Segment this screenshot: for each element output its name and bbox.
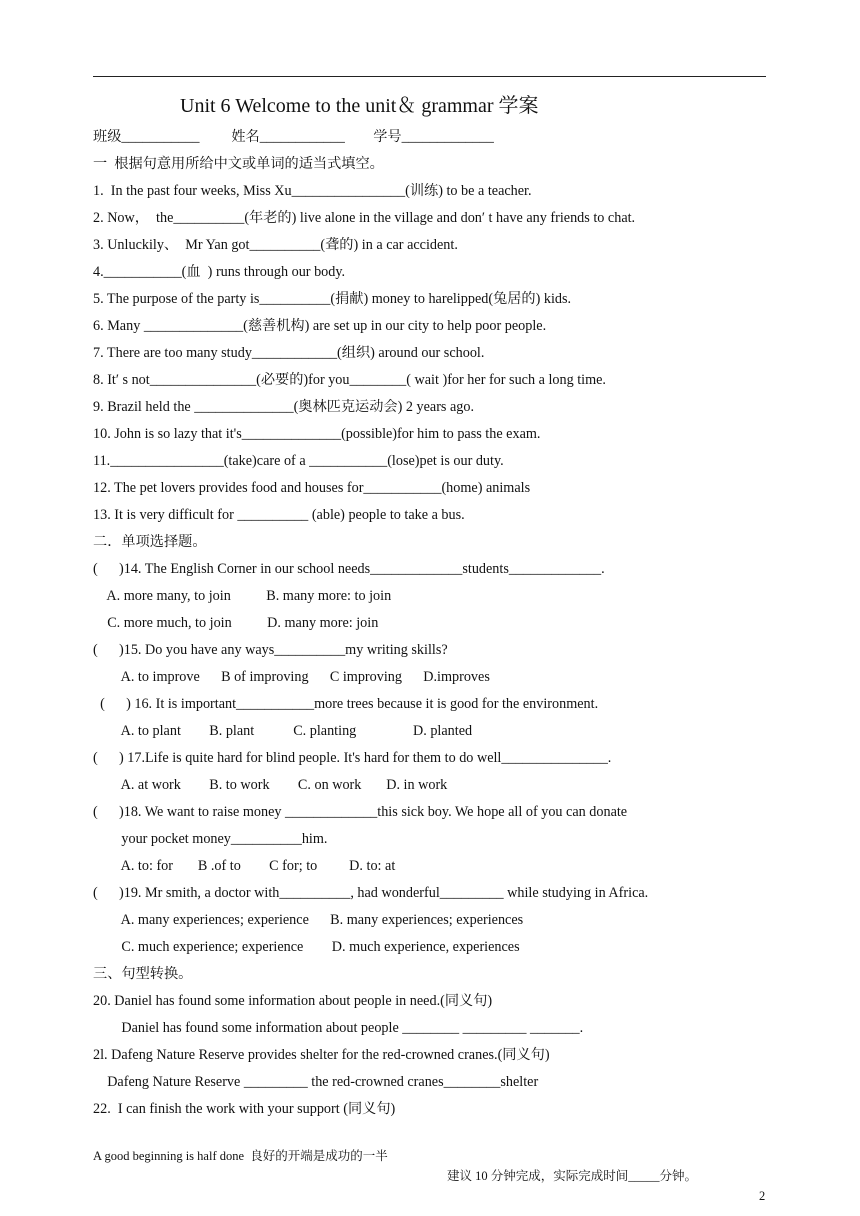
worksheet-line: 1. In the past four weeks, Miss Xu________________(训练) to be a teacher.: [93, 183, 532, 199]
worksheet-line: ( )18. We want to raise money _____________this sick boy. We hope all of you can donate: [93, 804, 628, 820]
worksheet-line: ( ) 17.Life is quite hard for blind people. It's hard for them to do well_______________.: [93, 750, 612, 766]
worksheet-line: ( )19. Mr smith, a doctor with__________, had wonderful_________ while studying in Africa.: [93, 885, 649, 901]
worksheet-line: A. many experiences; experience B. many experiences; experiences: [93, 912, 524, 928]
worksheet-line: 12. The pet lovers provides food and houses for___________(home) animals: [93, 480, 531, 496]
worksheet-line: 一 根据句意用所给中文或单词的适当式填空。: [93, 156, 384, 172]
worksheet-line: 7. There are too many study____________(组织) around our school.: [93, 345, 485, 361]
page-footer: [93, 1126, 773, 1203]
worksheet-line: Dafeng Nature Reserve _________ the red-crowned cranes________shelter: [93, 1074, 539, 1090]
worksheet-line: 4.___________(血 ) runs through our body.: [93, 264, 346, 280]
worksheet-line: 3. Unluckily、 Mr Yan got__________(聋的) in a car accident.: [93, 237, 458, 253]
footer-motto: A good beginning is half done 良好的开端是成功的一半: [93, 1149, 388, 1163]
worksheet-line: 三、句型转换。: [93, 966, 193, 982]
worksheet-line: 二．单项选择题。: [93, 534, 207, 550]
worksheet-line: 9. Brazil held the ______________(奥林匹克运动会) 2 years ago.: [93, 399, 475, 415]
worksheet-line: ( )15. Do you have any ways__________my writing skills?: [93, 642, 448, 658]
footer-time-advice: 建议 10 分钟完成，实际完成时间_____分钟。: [447, 1169, 698, 1183]
worksheet-body: [93, 124, 783, 1123]
worksheet-line: A. to plant B. plant C. planting D. planted: [93, 723, 473, 739]
worksheet-line: C. much experience; experience D. much experience, experiences: [93, 939, 520, 955]
worksheet-line: 11.________________(take)care of a ___________(lose)pet is our duty.: [93, 453, 504, 469]
worksheet-line: ( )14. The English Corner in our school needs_____________students_____________.: [93, 561, 605, 577]
header-rule: [93, 76, 766, 77]
worksheet-line: A. more many, to join B. many more: to join: [93, 588, 392, 604]
worksheet-line: 2. Now， the__________(年老的) live alone in the village and don′ t have any friends to chat.: [93, 210, 636, 226]
worksheet-line: ( ) 16. It is important___________more trees because it is good for the environment.: [93, 696, 599, 712]
worksheet-line: 20. Daniel has found some information about people in need.(同义句): [93, 993, 493, 1009]
worksheet-line: 5. The purpose of the party is__________(捐献) money to harelipped(兔居的) kids.: [93, 291, 572, 307]
worksheet-line: 8. It′ s not_______________(必要的)for you________( wait )for her for such a long time.: [93, 372, 606, 388]
worksheet-line: C. more much, to join D. many more: join: [93, 615, 379, 631]
worksheet-line: 13. It is very difficult for __________ (able) people to take a bus.: [93, 507, 465, 523]
worksheet-line: 2l. Dafeng Nature Reserve provides shelter for the red-crowned cranes.(同义句): [93, 1047, 550, 1063]
page-title: Unit 6 Welcome to the unit＆ grammar 学案: [180, 95, 539, 117]
worksheet-line: 班级___________ 姓名____________ 学号_____________: [93, 129, 494, 145]
worksheet-line: A. at work B. to work C. on work D. in work: [93, 777, 448, 793]
worksheet-line: Daniel has found some information about people ________ _________ _______.: [93, 1020, 584, 1036]
worksheet-line: 10. John is so lazy that it's______________(possible)for him to pass the exam.: [93, 426, 541, 442]
page-number: 2: [759, 1189, 766, 1203]
worksheet-line: your pocket money__________him.: [93, 831, 328, 847]
worksheet-line: A. to: for B .of to C for; to D. to: at: [93, 858, 396, 874]
worksheet-line: 22. I can finish the work with your support (同义句): [93, 1101, 396, 1117]
worksheet-line: A. to improve B of improving C improving D.improves: [93, 669, 490, 685]
worksheet-line: 6. Many ______________(慈善机构) are set up in our city to help poor people.: [93, 318, 547, 334]
